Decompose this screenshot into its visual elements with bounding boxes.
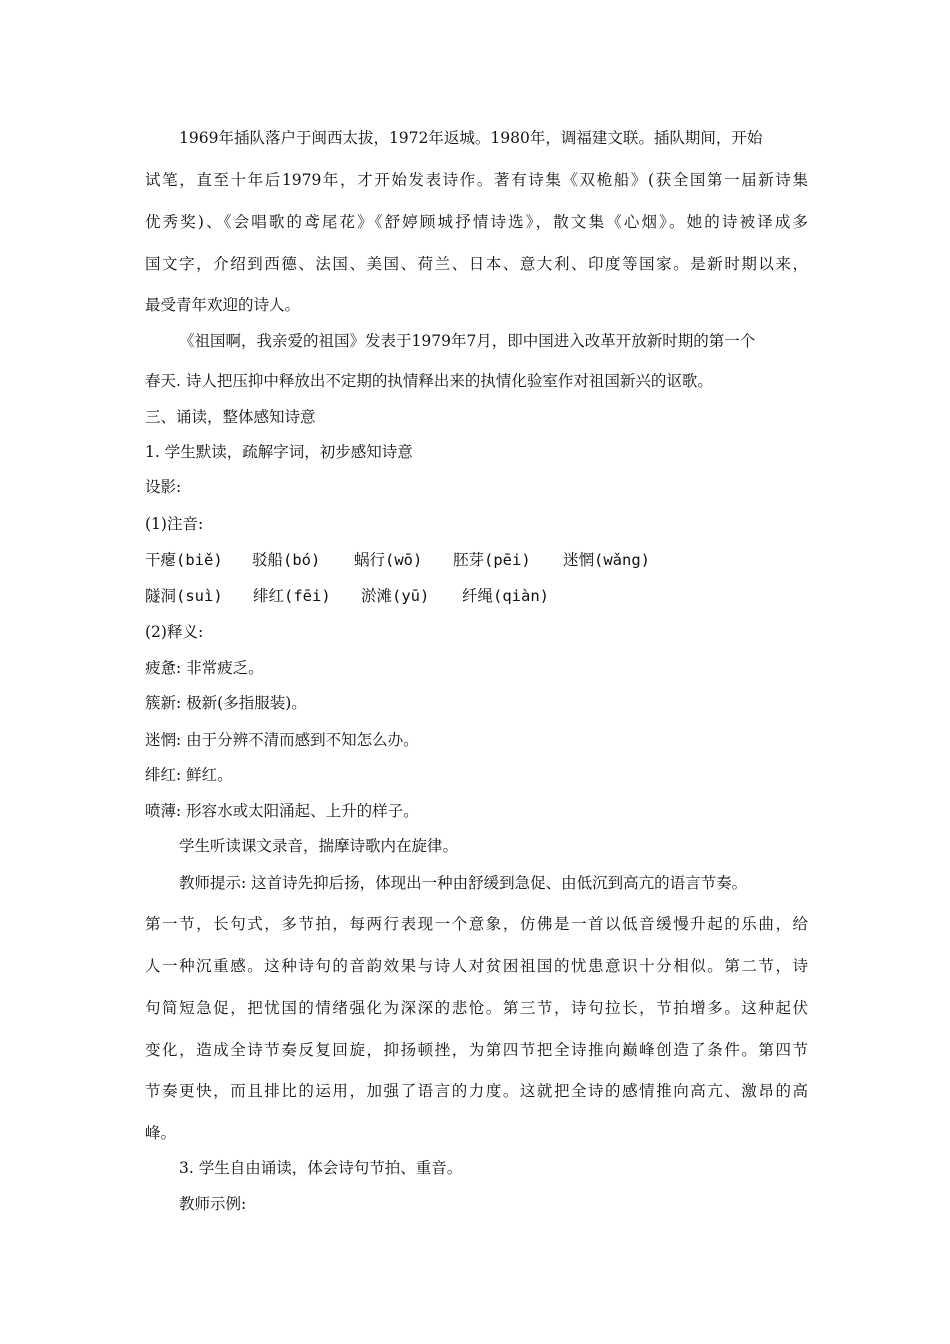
teacher-tip-line-3: 人一种沉重感。这种诗句的音韵效果与诗人对贫困祖国的忧患意识十分相似。第二节，诗 bbox=[145, 957, 808, 975]
pinyin-item: 淤滩(yū) bbox=[361, 587, 430, 605]
pronunciation-label: (1)注音: bbox=[145, 515, 204, 533]
teacher-tip-line-4: 句简短急促，把忧国的情绪强化为深深的悲怆。第三节，诗句拉长，节拍增多。这种起伏 bbox=[145, 999, 808, 1017]
bio-line-2: 试笔，直至十年后1979年，才开始发表诗作。著有诗集《双桅船》(获全国第一届新诗集 bbox=[145, 171, 808, 189]
pinyin-item: 隧洞(suì) bbox=[145, 587, 223, 605]
definition-item: 疲惫: 非常疲乏。 bbox=[145, 659, 264, 677]
listening-step: 学生听读课文录音，揣摩诗歌内在旋律。 bbox=[179, 837, 459, 855]
definition-item: 绯红: 鲜红。 bbox=[145, 766, 233, 784]
step-1: 1. 学生默读，疏解字词，初步感知诗意 bbox=[145, 443, 413, 461]
teacher-tip-line-6: 节奏更快，而且排比的运用，加强了语言的力度。这就把全诗的感情推向高亢、激昂的高 bbox=[145, 1082, 808, 1100]
bio-line-5: 最受青年欢迎的诗人。 bbox=[145, 296, 301, 314]
step-3: 3. 学生自由诵读，体会诗句节拍、重音。 bbox=[179, 1159, 463, 1177]
pinyin-item: 蜗行(wō) bbox=[354, 551, 423, 569]
pinyin-item: 胚芽(pēi) bbox=[453, 551, 531, 569]
definition-label: (2)释义: bbox=[145, 623, 204, 641]
teacher-tip-line-1: 教师提示: 这首诗先抑后扬，体现出一种由舒缓到急促、由低沉到高亢的语言节奏。 bbox=[179, 874, 748, 892]
bio-line-4: 国文字，介绍到西德、法国、美国、荷兰、日本、意大利、印度等国家。是新时期以来， bbox=[145, 255, 808, 273]
teacher-example-label: 教师示例: bbox=[179, 1195, 247, 1213]
teacher-tip-line-7: 峰。 bbox=[145, 1124, 177, 1142]
bio-line-1: 1969年插队落户于闽西太拔，1972年返城。1980年，调福建文联。插队期间，开始 bbox=[179, 129, 763, 147]
pinyin-item: 纤绳(qiàn) bbox=[462, 587, 549, 605]
bio-line-3: 优秀奖)、《会唱歌的鸢尾花》《舒婷顾城抒情诗选》，散文集《心烟》。她的诗被译成多 bbox=[145, 213, 808, 231]
teacher-tip-line-2: 第一节，长句式，多节拍，每两行表现一个意象，仿佛是一首以低音缓慢升起的乐曲，给 bbox=[145, 915, 808, 933]
definition-item: 迷惘: 由于分辨不清而感到不知怎么办。 bbox=[145, 731, 419, 749]
slide-label: 设影: bbox=[145, 478, 182, 496]
poem-intro-line-2: 春天. 诗人把压抑中释放出不定期的执情释出来的执情化验室作对祖国新兴的讴歌。 bbox=[145, 372, 713, 390]
pinyin-item: 迷惘(wǎng) bbox=[563, 551, 650, 569]
pinyin-item: 干瘪(biě) bbox=[145, 551, 223, 569]
definition-item: 簇新: 极新(多指服装)。 bbox=[145, 694, 307, 712]
teacher-tip-line-5: 变化，造成全诗节奏反复回旋，抑扬顿挫，为第四节把全诗推向巅峰创造了条件。第四节 bbox=[145, 1041, 808, 1059]
pinyin-item: 绯红(fēi) bbox=[253, 587, 331, 605]
pinyin-item: 驳船(bó) bbox=[252, 551, 321, 569]
definition-item: 喷薄: 形容水或太阳涌起、上升的样子。 bbox=[145, 802, 419, 820]
section-heading: 三、诵读，整体感知诗意 bbox=[145, 408, 316, 426]
poem-intro-line-1: 《祖国啊，我亲爱的祖国》发表于1979年7月，即中国进入改革开放新时期的第一个 bbox=[179, 332, 756, 350]
